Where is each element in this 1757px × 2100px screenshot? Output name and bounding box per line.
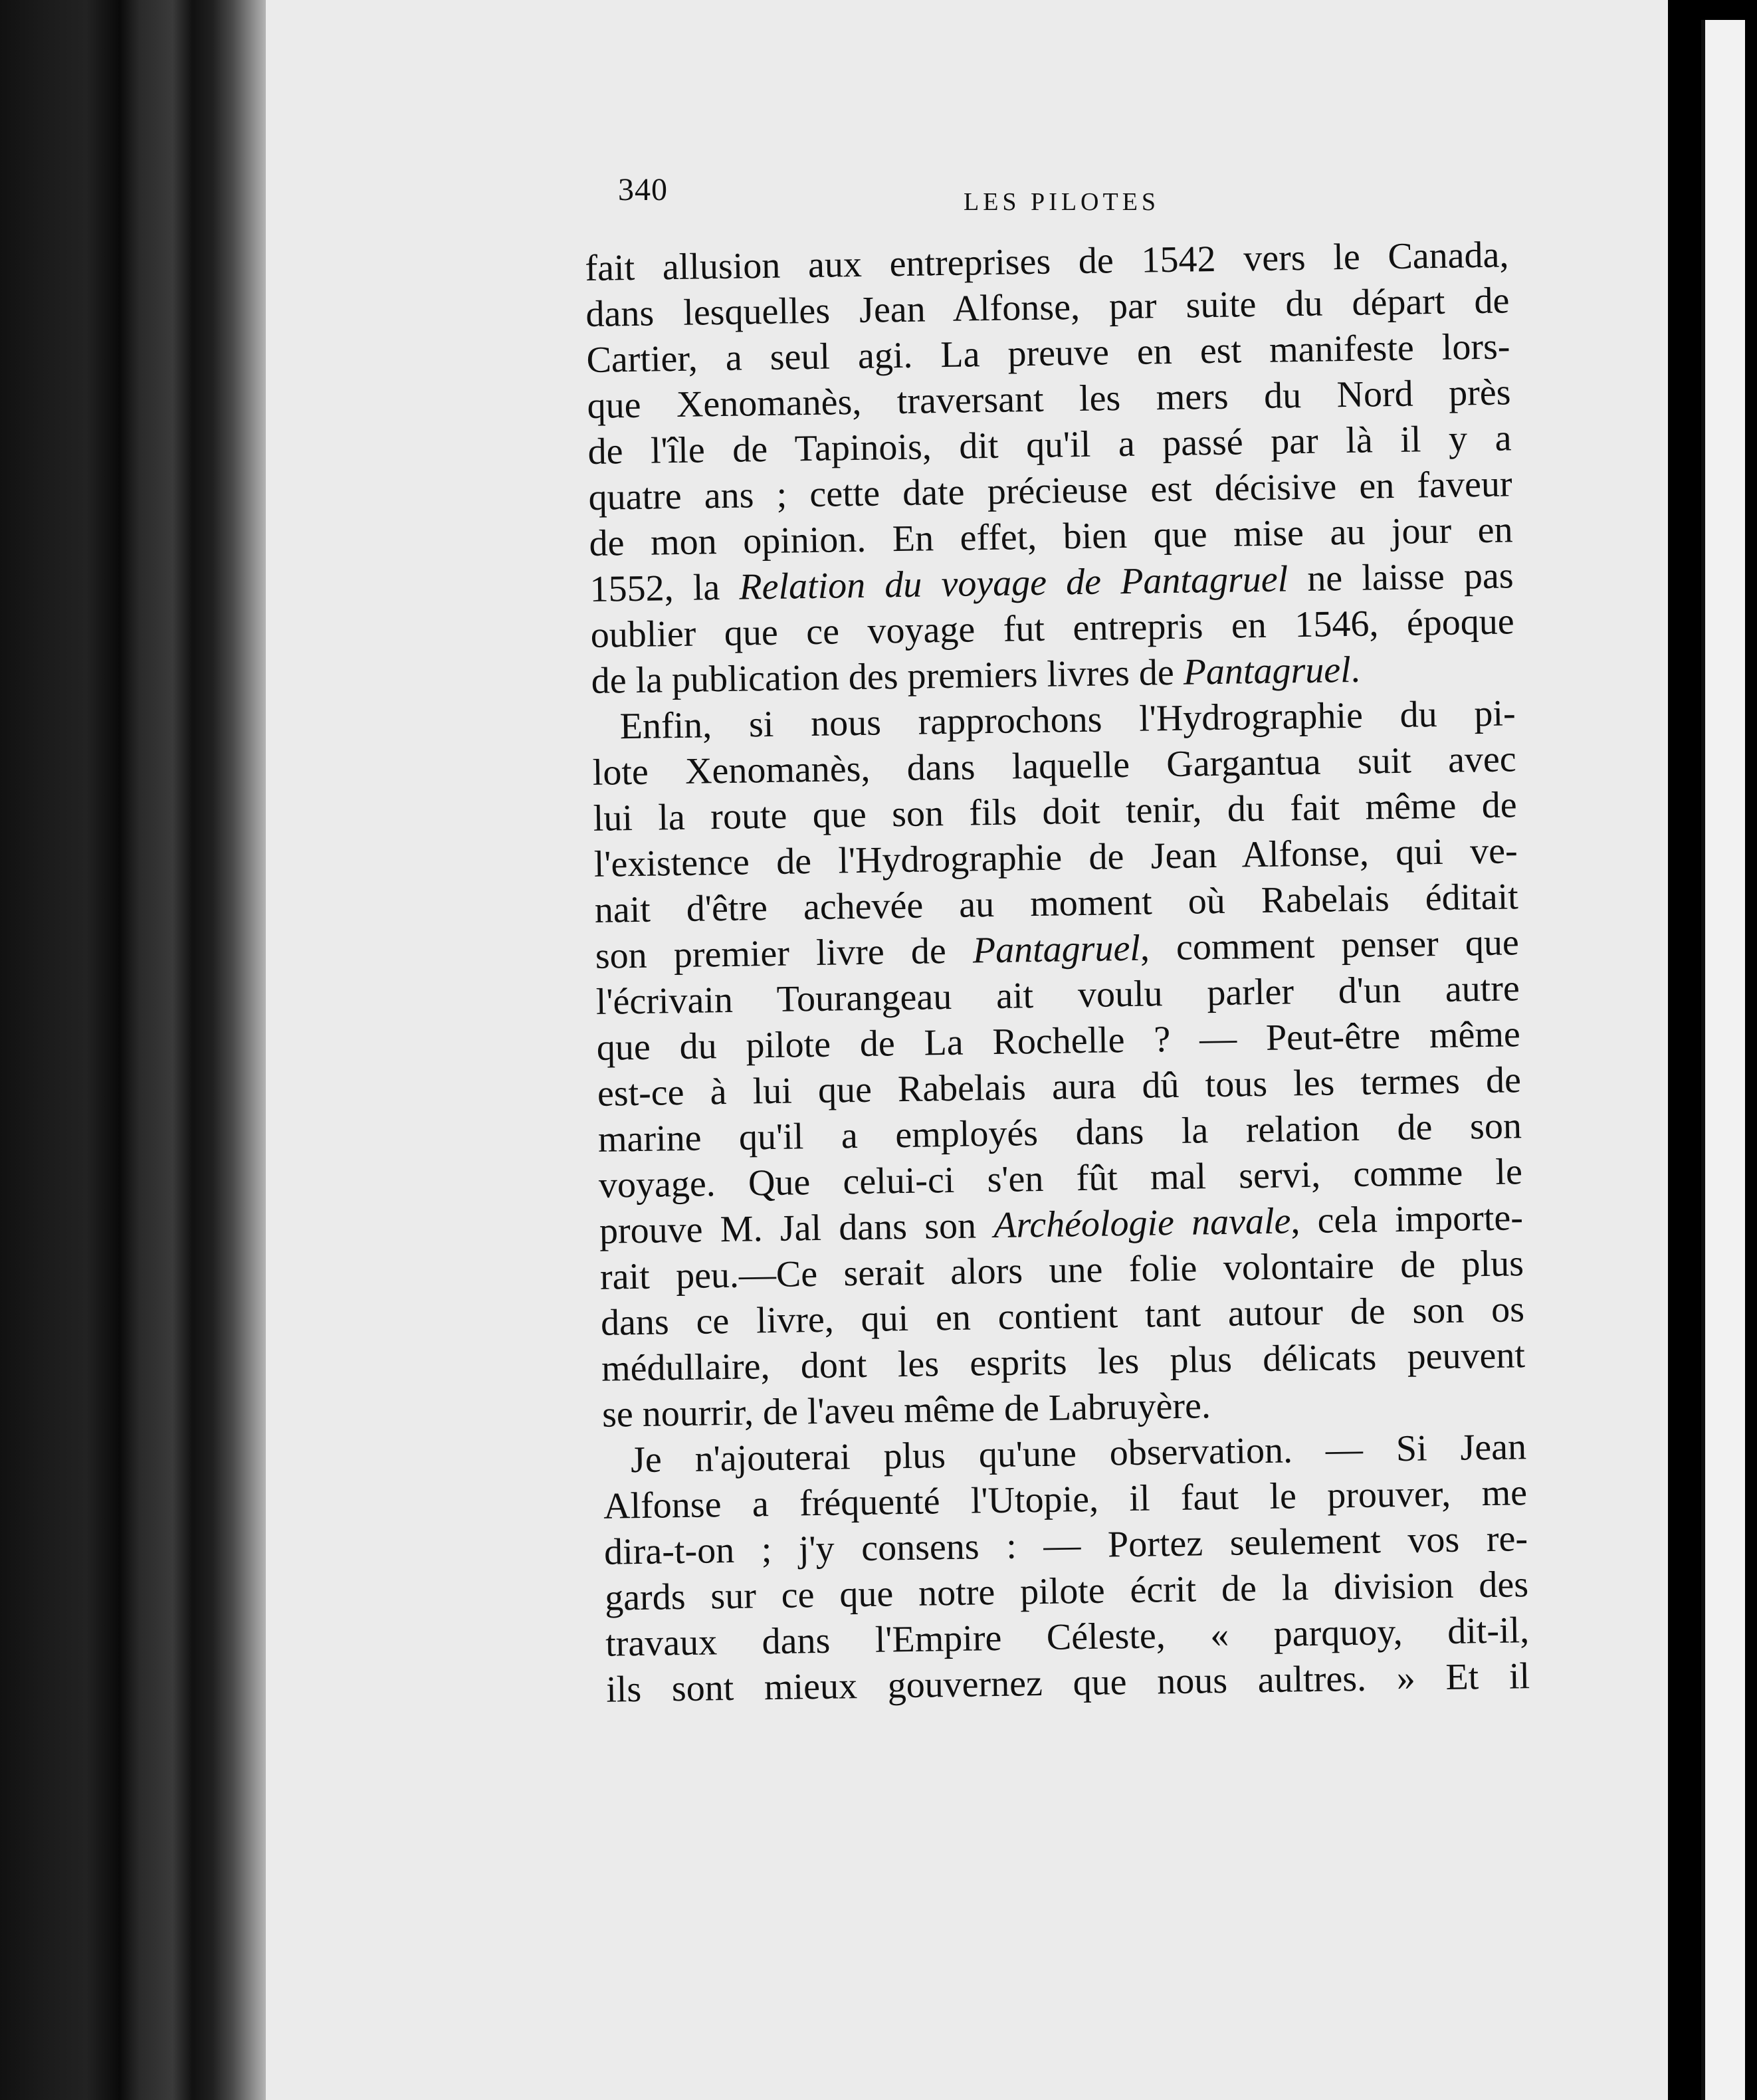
text-line: l'existence de l'Hydrographie de Jean Alfonse, qui ve- (593, 830, 1518, 885)
text-line: oublier que ce voyage fut entrepris en 1546, époque (590, 601, 1514, 656)
text-line: Enfin, si nous rapprochons l'Hydrographie du pi- (619, 692, 1516, 748)
text-run: . (1350, 649, 1361, 690)
text-line: dans lesquelles Jean Alfonse, par suite du départ de (585, 280, 1510, 335)
text-run: ne laisse pas (1287, 555, 1514, 600)
text-line: dira-t-on ; j'y consens : — Portez seulement vos re- (603, 1518, 1528, 1573)
text-line: de mon opinion. En effet, bien que mise au jour en (589, 509, 1513, 564)
text-line: ils sont mieux gouvernez que nous aultres. » Et il (605, 1655, 1530, 1711)
text-line: Je n'ajouterai plus qu'une observation. — Si Jean (630, 1426, 1527, 1481)
text-line: lote Xenomanès, dans laquelle Gargantua suit avec (592, 738, 1517, 793)
text-run: de la publication des premiers livres de (591, 651, 1184, 702)
italic-title: Pantagruel (972, 927, 1141, 972)
text-line: se nourrir, de l'aveu même de Labruyère. (601, 1385, 1211, 1435)
text-line: de l'île de Tapinois, dit qu'il a passé par là il y a (587, 417, 1512, 472)
running-head: LES PILOTES (964, 188, 1160, 216)
text-line: nait d'être achevée au moment où Rabelais éditait (594, 876, 1519, 931)
page-number: 340 (618, 172, 668, 207)
text-line: lui la route que son fils doit tenir, du fait même de (593, 784, 1518, 839)
text-line: rait peu.—Ce serait alors une folie volontaire de plus (599, 1243, 1524, 1298)
text-line: fait allusion aux entreprises de 1542 vers le Canada, (585, 234, 1509, 289)
text-run: , cela importe- (1290, 1197, 1524, 1242)
text-line: voyage. Que celui-ci s'en fût mal servi, comme le (598, 1151, 1523, 1206)
text-run: , comment penser que (1140, 922, 1520, 969)
text-line: l'écrivain Tourangeau ait voulu parler d'un autre (595, 968, 1520, 1023)
text-line: médullaire, dont les esprits les plus délicats peuvent (601, 1334, 1526, 1390)
text-run: prouve M. Jal dans son (599, 1205, 994, 1252)
text-line: travaux dans l'Empire Céleste, « parquoy, dit-il, (605, 1610, 1530, 1665)
text-line: marine qu'il a employés dans la relation de son (597, 1105, 1522, 1160)
text-line: Alfonse a fréquenté l'Utopie, il faut le prouver, me (603, 1472, 1528, 1527)
book-binding (0, 0, 286, 2100)
text-line: dans ce livre, qui en contient tant autour de son os (600, 1289, 1525, 1344)
text-line: que du pilote de La Rochelle ? — Peut-être même (596, 1013, 1521, 1069)
text-run: 1552, la (589, 566, 740, 610)
italic-title: Pantagruel (1183, 649, 1352, 693)
text-line: Cartier, a seul agi. La preuve en est manifeste lors- (586, 326, 1510, 381)
text-run: son premier livre de (595, 930, 974, 977)
italic-title: Archéologie navale (993, 1200, 1291, 1247)
body-text (585, 232, 1530, 1713)
text-line: gards sur ce que notre pilote écrit de la division des (604, 1564, 1529, 1619)
text-line: quatre ans ; cette date précieuse est décisive en faveur (588, 463, 1512, 518)
text-line: est-ce à lui que Rabelais aura dû tous les termes de (597, 1059, 1522, 1114)
italic-title: Relation du voyage de Pantagruel (738, 558, 1289, 608)
text-line: que Xenomanès, traversant les mers du Nord près (587, 371, 1511, 427)
next-page-edge (1701, 20, 1745, 2100)
